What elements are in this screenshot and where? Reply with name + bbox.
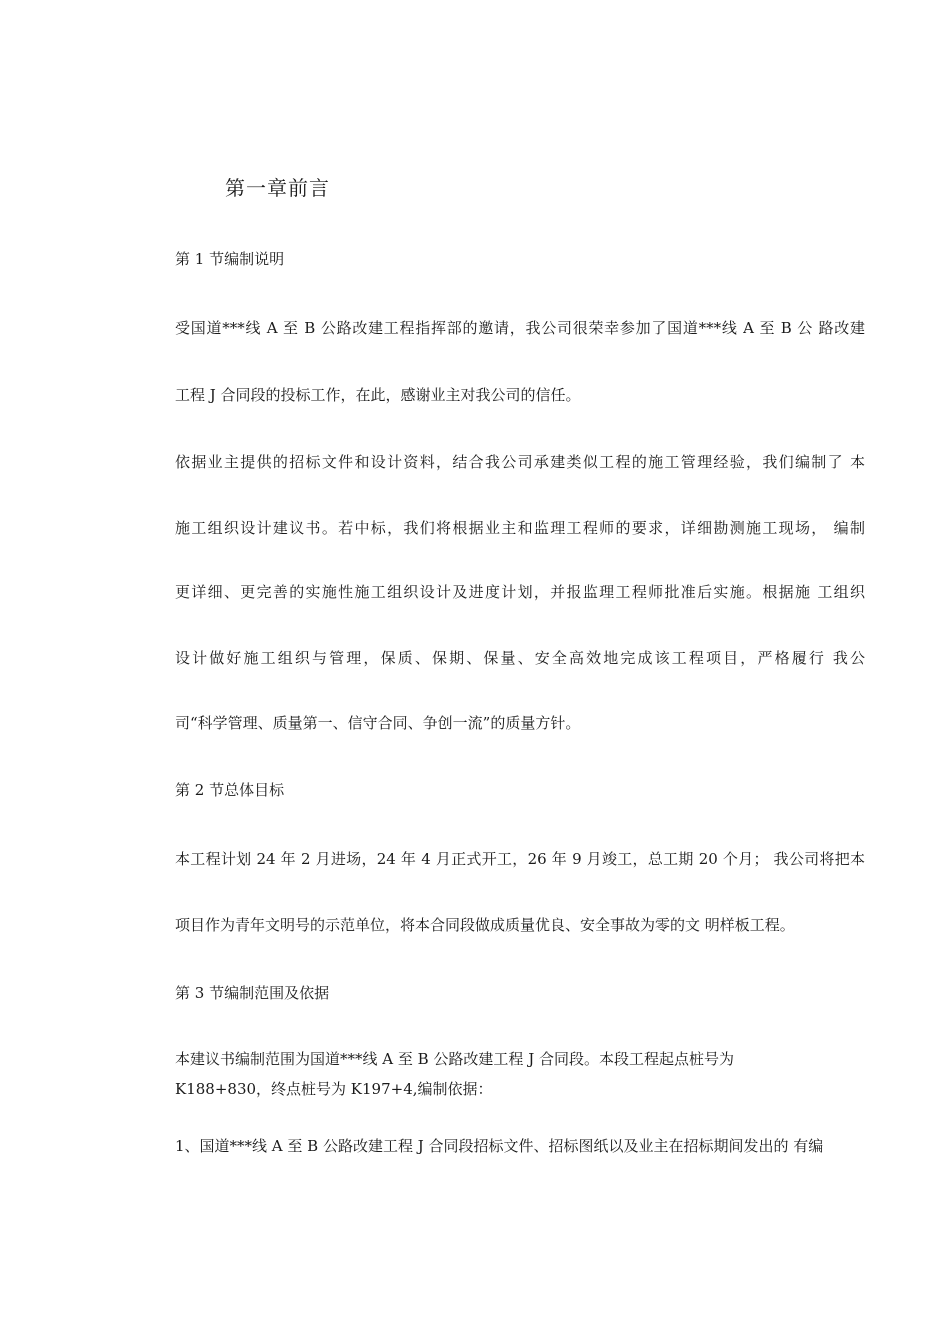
paragraph-line: 更详细、更完善的实施性施工组织设计及进度计划，并报监理工程师批准后实施。根据施 工组织 [175,583,865,601]
chapter-title: 第一章前言 [225,176,330,200]
section-heading: 第 1 节编制说明 [175,250,285,268]
paragraph-line: 本建议书编制范围为国道***线 A 至 B 公路改建工程 J 合同段。本段工程起点桩号为 [175,1050,734,1068]
paragraph-line: 项目作为青年文明号的示范单位，将本合同段做成质量优良、安全事故为零的文 明样板工程。 [175,916,795,934]
section-heading: 第 3 节编制范围及依据 [175,984,330,1002]
paragraph-line: 1、国道***线 A 至 B 公路改建工程 J 合同段招标文件、招标图纸以及业主在招标期间发出的 有编 [175,1137,824,1155]
paragraph-line: K188+830，终点桩号为 K197+4,编制依据： [175,1080,493,1098]
paragraph-line: 工程 J 合同段的投标工作，在此，感谢业主对我公司的信任。 [175,386,581,404]
paragraph-line: 施工组织设计建议书。若中标，我们将根据业主和监理工程师的要求，详细勘测施工现场， 编制 [175,519,865,537]
paragraph-line: 受国道***线 A 至 B 公路改建工程指挥部的邀请，我公司很荣幸参加了国道***线 A 至 B 公 路改建 [175,319,865,337]
paragraph-line: 依据业主提供的招标文件和设计资料，结合我公司承建类似工程的施工管理经验，我们编制了 本 [175,453,865,471]
section-heading: 第 2 节总体目标 [175,781,285,799]
paragraph-line: 司“科学管理、质量第一、信守合同、争创一流”的质量方针。 [175,714,581,732]
paragraph-line: 设计做好施工组织与管理，保质、保期、保量、安全高效地完成该工程项目，严格履行 我公 [175,649,865,667]
paragraph-line: 本工程计划 24 年 2 月进场，24 年 4 月正式开工，26 年 9 月竣工，总工期 20 个月； 我公司将把本 [175,850,865,868]
